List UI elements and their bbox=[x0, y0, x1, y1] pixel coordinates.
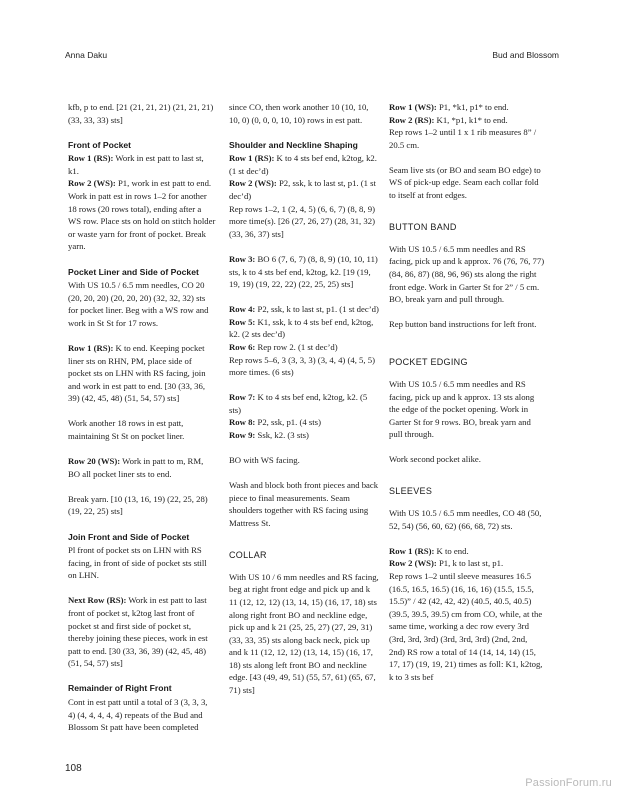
instruction-row bbox=[229, 429, 379, 442]
instruction-row bbox=[229, 253, 379, 291]
row-text: K to end. bbox=[434, 545, 469, 556]
row-text: Work in est patt to last front of pocket st, k2tog last front of pocket st and first side of pocket st, thereby joining these pieces, work in est patt to end. [30 (33, 36, 39) (42, 45, 48) (51, 54, 57) sts] bbox=[68, 595, 208, 669]
row-text: K1, ssk, k to 4 sts bef end, k2tog, k2. (2 sts dec’d) bbox=[229, 316, 374, 340]
column-1 bbox=[68, 101, 216, 746]
paragraph: Work another 18 rows in est patt, maintaining St St on pocket liner. bbox=[68, 418, 185, 442]
row-text: Work in patt to m, RM, BO all pocket liner sts to end. bbox=[68, 456, 204, 479]
instruction-row bbox=[389, 101, 545, 114]
row-text: Rep row 2. (1 st dec’d) bbox=[255, 342, 338, 352]
instruction-row bbox=[229, 303, 379, 316]
paragraph: Rep rows 1–2 until sleeve measures 16.5 (16.5, 16.5, 16.5) (16, 16, 16) (15.5, 15.5, 15.5)” / 42 (42, 42, 42) (40.5, 40.5, 40.5) (39.5, 39.5, 39.5) cm from CO, while, at the same time, working a dec row every 3rd (3rd, 3rd, 3rd) (3rd, 3rd, 3rd) (2nd, 2nd, 2nd) RS row a total of 14 (14, 14, 14) (15, 17, 17) (19, 19, 21) times as foll: K1, k2tog, k to 3 sts bef bbox=[389, 570, 543, 682]
section-heading-caps: BUTTON BAND bbox=[389, 222, 457, 233]
paragraph: Rep rows 5–6, 3 (3, 3, 3) (3, 4, 4) (4, 5, 5) more times. (6 sts) bbox=[229, 354, 375, 378]
instruction-row bbox=[68, 455, 216, 480]
row-label: Row 20 (WS): bbox=[68, 456, 121, 467]
paragraph: Pl front of pocket sts on LHN with RS facing, in front of side of pocket sts still on LHN. bbox=[68, 545, 207, 581]
row-text: P2, ssk, k to last st, p1. (1 st dec’d) bbox=[255, 304, 379, 315]
row-text: P1, k to last st, p1. bbox=[436, 558, 504, 569]
instruction-row bbox=[229, 341, 379, 354]
page-number: 108 bbox=[65, 763, 82, 774]
row-label: Row 8: bbox=[229, 417, 256, 428]
paragraph: Rep button band instructions for left front. bbox=[389, 319, 537, 330]
section-heading-caps: POCKET EDGING bbox=[389, 357, 468, 368]
section-heading: Shoulder and Neckline Shaping bbox=[229, 139, 358, 150]
row-text: P2, ssk, p1. (4 sts) bbox=[255, 417, 321, 428]
paragraph: With US 10 / 6 mm needles and RS facing, beg at right front edge and pick up and k 11 (12, 12, 12) (13, 14, 15) (16, 17, 18) sts along right front BO and neckline edge, pick up and k 21 (25, 25, 27) (27, 29, 31) (33, 33, 35) sts along back neck, pick up and k 11 (12, 12, 12) (13, 14, 15) (16, 17, 18) sts along left front BO and neckline edge. [43 (49, 49, 51) (55, 57, 61) (65, 67, 71) sts] bbox=[229, 571, 379, 696]
paragraph: With US 10.5 / 6.5 mm needles and RS facing, pick up and k approx. 13 sts along the edge of the pocket opening. Work in Garter St for 9 rows. BO, break yarn and pull through. bbox=[389, 378, 535, 440]
paragraph: Work second pocket alike. bbox=[389, 454, 481, 465]
book-title: Bud and Blossom bbox=[492, 50, 559, 60]
instruction-row bbox=[68, 152, 216, 177]
section-heading: Pocket Liner and Side of Pocket bbox=[68, 266, 199, 277]
section-heading-caps: SLEEVES bbox=[389, 486, 433, 497]
row-text: K1, *p1, k1* to end. bbox=[434, 114, 508, 125]
paragraph: With US 10.5 / 6.5 mm needles, CO 48 (50, 52, 54) (56, 60, 62) (66, 68, 72) sts. bbox=[389, 508, 542, 531]
row-label: Row 1 (RS): bbox=[389, 545, 435, 556]
row-text: Ssk, k2. (3 sts) bbox=[255, 430, 309, 441]
row-label: Row 1 (RS): bbox=[68, 153, 114, 164]
author-name: Anna Daku bbox=[65, 50, 108, 60]
section-heading: Front of Pocket bbox=[68, 139, 132, 150]
row-text: K to 4 sts bef end, k2tog, k2. (5 sts) bbox=[229, 392, 368, 415]
instruction-row bbox=[389, 545, 545, 558]
instruction-row bbox=[68, 177, 216, 253]
paragraph: Break yarn. [10 (13, 16, 19) (22, 25, 28) (19, 22, 25) sts] bbox=[68, 493, 208, 517]
row-label: Row 5: bbox=[229, 316, 256, 327]
instruction-row bbox=[229, 391, 379, 416]
instruction-row bbox=[229, 316, 379, 341]
row-label: Row 2 (WS): bbox=[68, 178, 116, 189]
section-heading-caps: COLLAR bbox=[229, 550, 267, 561]
row-text: P1, *k1, p1* to end. bbox=[436, 102, 509, 112]
section-heading: Join Front and Side of Pocket bbox=[68, 531, 190, 542]
row-text: Work in est patt to last st, k1. bbox=[68, 153, 204, 176]
row-label: Row 4: bbox=[229, 304, 256, 315]
instruction-row bbox=[389, 114, 545, 127]
row-text: K to 4 sts bef end, k2tog, k2. (1 st dec’d) bbox=[229, 153, 377, 176]
row-label: Row 2 (RS): bbox=[389, 114, 435, 125]
row-text: K to end. Keeping pocket liner sts on RHN, PM, place side of pocket sts on LHN with RS facing, join and work in est patt to end. [30 (33, 36, 39) (42, 45, 48) (51, 54, 57) sts] bbox=[68, 343, 206, 404]
row-label: Row 3: bbox=[229, 253, 256, 264]
row-label: Row 1 (WS): bbox=[389, 102, 437, 112]
column-2 bbox=[229, 101, 379, 709]
column-3 bbox=[389, 101, 545, 696]
paragraph: Cont in est patt until a total of 3 (3, 3, 3, 4) (4, 4, 4, 4, 4) repeats of the Bud and Blossom St patt have been completed bbox=[68, 697, 208, 733]
paragraph: With US 10.5 / 6.5 mm needles, CO 20 (20, 20, 20) (20, 20, 20) (32, 32, 32) sts for pocket liner. Beg with a WS row and work in St St for 17 rows. bbox=[68, 280, 209, 328]
row-text: P1, work in est patt to end. Work in patt est in rows 1–2 for another 18 rows (20 rows total), ending after a WS row. Place sts on hold on stitch holder or waste yarn for front of pocket. Break yarn. bbox=[68, 178, 216, 252]
instruction-row bbox=[229, 177, 379, 202]
paragraph: Rep rows 1–2 until 1 x 1 rib measures 8” / 20.5 cm. bbox=[389, 127, 537, 150]
row-label: Row 1 (RS): bbox=[68, 343, 114, 353]
row-label: Row 1 (RS): bbox=[229, 153, 275, 164]
row-label: Row 2 (WS): bbox=[389, 558, 437, 569]
row-label: Row 9: bbox=[229, 430, 256, 441]
intro-text: since CO, then work another 10 (10, 10, 10, 0) (0, 0, 0, 10, 10) rows in est patt. bbox=[229, 102, 369, 125]
instruction-row bbox=[68, 342, 216, 405]
paragraph: Wash and block both front pieces and back piece to final measurements. Seam shoulders together with RS facing using Mattress St. bbox=[229, 480, 379, 529]
instruction-row bbox=[229, 152, 379, 177]
watermark: PassionForum.ru bbox=[525, 777, 612, 789]
paragraph: Seam live sts (or BO and seam BO edge) to WS of pick-up edge. Seam each collar fold to itself at front edges. bbox=[389, 164, 541, 201]
section-heading: Remainder of Right Front bbox=[68, 683, 172, 694]
row-text: BO 6 (7, 6, 7) (8, 8, 9) (10, 10, 11) sts, k to 4 sts bef end, k2tog, k2. [19 (19, 19, 19) (19, 22, 22) (22, 25, 25) sts] bbox=[229, 253, 378, 290]
row-text: P2, ssk, k to last st, p1. (1 st dec’d) bbox=[229, 178, 376, 202]
instruction-row bbox=[229, 416, 379, 429]
instruction-row bbox=[389, 557, 545, 570]
row-label: Row 6: bbox=[229, 342, 256, 352]
paragraph: With US 10.5 / 6.5 mm needles and RS facing, pick up and k approx. 76 (76, 76, 77) (84, 86, 87) (88, 96, 96) sts along the right front edge. Work in Garter St for 2” / 5 cm. BO, break yarn and pull through. bbox=[389, 243, 545, 305]
paragraph: BO with WS facing. bbox=[229, 455, 300, 466]
intro-text: kfb, p to end. [21 (21, 21, 21) (21, 21, 21) (33, 33, 33) sts] bbox=[68, 102, 214, 125]
paragraph: Rep rows 1–2, 1 (2, 4, 5) (6, 6, 7) (8, 8, 9) more time(s). [26 (27, 26, 27) (28, 31, 32) (33, 36, 37) sts] bbox=[229, 203, 375, 239]
row-label: Row 7: bbox=[229, 392, 256, 403]
row-label: Next Row (RS): bbox=[68, 595, 127, 606]
instruction-row bbox=[68, 594, 216, 670]
row-label: Row 2 (WS): bbox=[229, 178, 277, 189]
